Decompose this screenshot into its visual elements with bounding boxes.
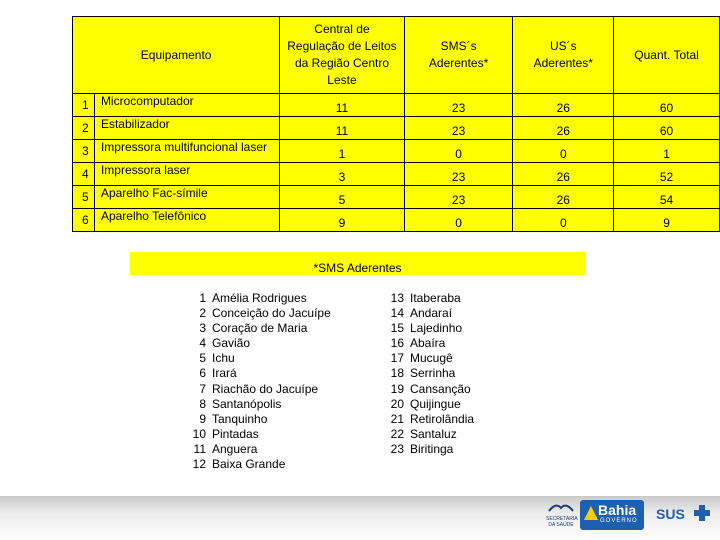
list-item: 21 Retirolândia <box>390 411 475 426</box>
list-item: 10 Pintadas <box>192 426 259 441</box>
list-item: 23 Biritinga <box>390 441 454 456</box>
list-item: 1 Amélia Rodrigues <box>199 291 307 305</box>
row-total-value: 1 <box>614 140 720 163</box>
header-sms: SMS´s Aderentes* <box>404 17 513 94</box>
table-header-row <box>73 17 720 94</box>
row-total-value: 60 <box>614 117 720 140</box>
header-total: Quant. Total <box>614 17 720 94</box>
row-equipment-name: Aparelho Telefônico <box>94 209 279 232</box>
list-item: 18 Serrinha <box>390 366 456 381</box>
list-item: 13 Itaberaba <box>390 291 461 305</box>
row-number: 4 <box>73 163 95 186</box>
list-item: 6 Irará <box>199 366 237 381</box>
row-equipment-name: Impressora multifuncional laser <box>94 140 279 163</box>
header-central: Central de Regulação de Leitos da Região Centro Leste <box>280 17 404 94</box>
bahia-governo-logo: Bahia GOVERNO <box>580 500 644 530</box>
row-equipment-name: Impressora laser <box>94 163 279 186</box>
row-total-value: 60 <box>614 94 720 117</box>
row-number: 6 <box>73 209 95 232</box>
row-us-value: 26 <box>513 117 614 140</box>
row-sms-value: 23 <box>404 94 513 117</box>
list-item: 14 Andaraí <box>390 306 453 321</box>
table-row <box>73 140 720 163</box>
row-equipment-name: Estabilizador <box>94 117 279 140</box>
sus-cross-icon <box>694 505 710 521</box>
row-sms-value: 23 <box>404 186 513 209</box>
row-total-value: 54 <box>614 186 720 209</box>
table-row <box>73 186 720 209</box>
row-total-value: 52 <box>614 163 720 186</box>
equipment-table <box>72 16 720 232</box>
list-item: 5 Ichu <box>199 351 235 366</box>
list-item: 17 Mucugê <box>390 351 453 366</box>
list-item: 3 Coração de Maria <box>199 321 308 336</box>
table-row <box>73 209 720 232</box>
row-us-value: 26 <box>513 94 614 117</box>
list-item: 19 Cansanção <box>390 381 471 396</box>
row-number: 5 <box>73 186 95 209</box>
secretaria-saude-logo: SECRETARIA DA SAÚDE <box>546 500 576 530</box>
list-item: 7 Riachão do Jacuípe <box>199 381 319 396</box>
row-central-value: 1 <box>280 140 404 163</box>
row-number: 2 <box>73 117 95 140</box>
row-central-value: 3 <box>280 163 404 186</box>
row-number: 1 <box>73 94 95 117</box>
table-row <box>73 94 720 117</box>
row-equipment-name: Aparelho Fac-símile <box>94 186 279 209</box>
row-sms-value: 23 <box>404 117 513 140</box>
row-us-value: 26 <box>513 186 614 209</box>
row-central-value: 9 <box>280 209 404 232</box>
bird-icon <box>546 500 576 514</box>
list-item: 2 Conceição do Jacuípe <box>199 306 331 321</box>
header-us: US´s Aderentes* <box>513 17 614 94</box>
list-item: 20 Quijingue <box>390 396 461 411</box>
municipality-list-right <box>384 291 474 457</box>
row-us-value: 0 <box>513 209 614 232</box>
row-central-value: 11 <box>280 117 404 140</box>
row-us-value: 0 <box>513 140 614 163</box>
row-equipment-name: Microcomputador <box>94 94 279 117</box>
table-row <box>73 163 720 186</box>
row-sms-value: 23 <box>404 163 513 186</box>
row-number: 3 <box>73 140 95 163</box>
row-central-value: 5 <box>280 186 404 209</box>
list-item: 12 Baixa Grande <box>192 457 286 472</box>
row-central-value: 11 <box>280 94 404 117</box>
header-equipment: Equipamento <box>73 17 280 94</box>
list-item: 9 Tanquinho <box>199 411 268 426</box>
sms-aderentes-banner: *SMS Aderentes <box>130 252 585 275</box>
list-item: 4 Gavião <box>199 336 251 351</box>
row-sms-value: 0 <box>404 140 513 163</box>
row-total-value: 9 <box>614 209 720 232</box>
list-item: 11 Anguera <box>193 441 258 456</box>
row-sms-value: 0 <box>404 209 513 232</box>
table-row <box>73 117 720 140</box>
list-item: 16 Abaíra <box>390 336 446 351</box>
list-item: 8 Santanópolis <box>199 396 282 411</box>
row-us-value: 26 <box>513 163 614 186</box>
municipality-list-left <box>186 291 331 472</box>
list-item: 15 Lajedinho <box>390 321 463 336</box>
list-item: 22 Santaluz <box>390 426 457 441</box>
sus-logo-text: SUS <box>656 506 685 522</box>
triangle-icon <box>584 506 598 520</box>
